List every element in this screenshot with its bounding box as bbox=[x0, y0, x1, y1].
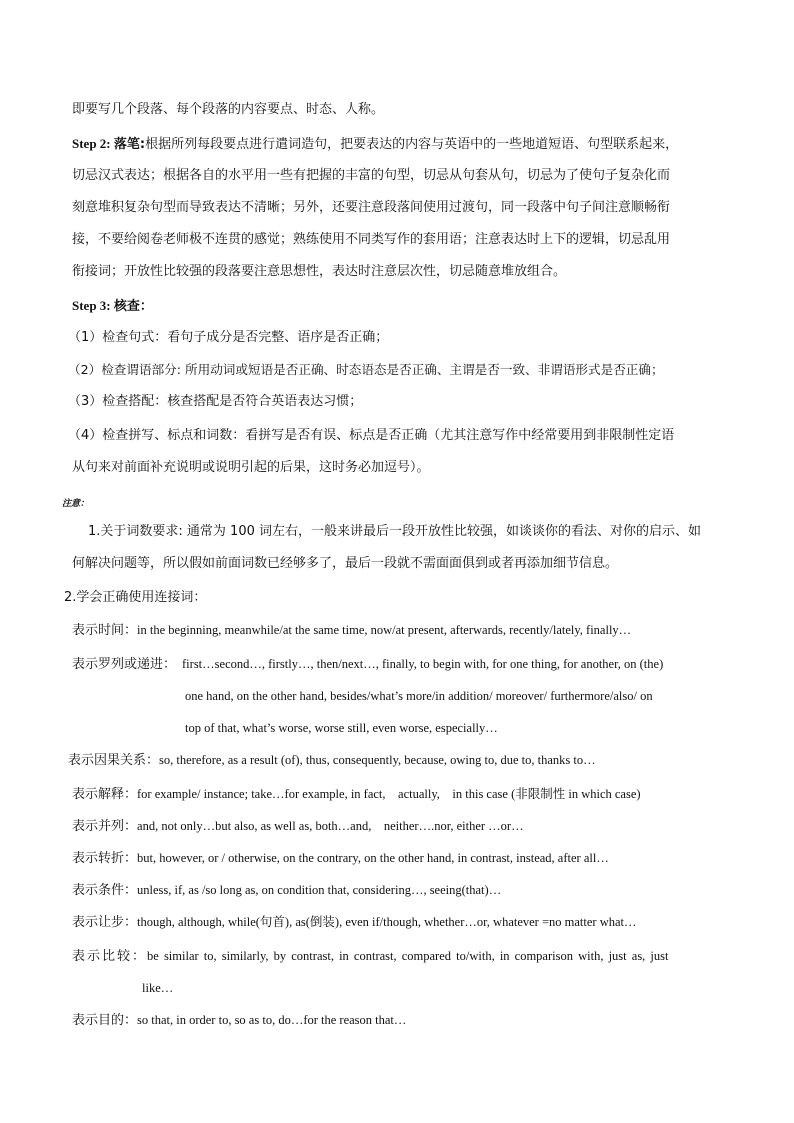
step3-item-1: （1）检查句式：看句子成分是否完整、语序是否正确； bbox=[68, 330, 389, 345]
connective-contrast-text: but, however, or / otherwise, on the contrary, on the other hand, in contrast, instead, after all… bbox=[137, 851, 609, 865]
connective-concession-text: though, although, while(句首), as(倒装), even if/though, whether…or, whatever =no matter what… bbox=[137, 915, 637, 929]
step3-heading: Step 3: 核查： bbox=[72, 298, 153, 314]
connective-sequence-text-3: top of that, what’s worse, worse still, even worse, especially… bbox=[185, 721, 498, 735]
connective-comparison-text-1: be similar to, similarly, by contrast, in contrast, compared to/with, in comparison with, just as, just bbox=[147, 949, 669, 963]
connective-parallel-label: 表示并列： bbox=[72, 819, 138, 834]
connective-contrast bbox=[72, 850, 609, 867]
connective-explain bbox=[72, 786, 641, 803]
step2-paragraph-line-5: 衔接词；开放性比较强的段落要注意思想性，表达时注意层次性，切忌随意堆放组合。 bbox=[72, 264, 567, 279]
note-point-2-title: 2.学会正确使用连接词： bbox=[64, 590, 207, 605]
connective-contrast-label: 表示转折： bbox=[72, 851, 138, 866]
step2-text: 根据所列每段要点进行遣词造句，把要表达的内容与英语中的一些地道短语、句型联系起来， bbox=[145, 137, 679, 152]
connective-cause bbox=[68, 752, 596, 769]
connective-time-label: 表示时间： bbox=[72, 623, 138, 638]
connective-concession bbox=[72, 914, 637, 931]
connective-purpose-text: so that, in order to, so as to, do…for the reason that… bbox=[137, 1013, 407, 1027]
connective-sequence-text-2: one hand, on the other hand, besides/what’s more/in addition/ moreover/ furthermore/also/ on bbox=[185, 689, 653, 703]
connective-purpose bbox=[72, 1012, 406, 1029]
step3-item-4-cont: 从句来对前面补充说明或说明引起的后果，这时务必加逗号）。 bbox=[72, 460, 430, 475]
connective-parallel-text: and, not only…but also, as well as, both…and, neither….nor, either …or… bbox=[137, 819, 524, 833]
connective-comparison-text-2: like… bbox=[142, 981, 174, 995]
connective-comparison-label: 表示比较： bbox=[72, 949, 148, 964]
step3-item-2: （2）检查谓语部分: 所用动词或短语是否正确、时态语态是否正确、主谓是否一致、非谓语形式是否正确； bbox=[68, 362, 664, 377]
connective-cause-label: 表示因果关系： bbox=[68, 753, 160, 768]
connective-comparison bbox=[72, 948, 669, 965]
connective-cause-text: so, therefore, as a result (of), thus, consequently, because, owing to, due to, thanks to… bbox=[159, 753, 596, 767]
connective-condition bbox=[72, 882, 501, 899]
connective-explain-text: for example/ instance; take…for example, in fact, actually, in this case (非限制性 in which case) bbox=[137, 787, 641, 801]
note-point-1-line-2: 何解决问题等，所以假如前面词数已经够多了，最后一段就不需面面俱到或者再添加细节信息。 bbox=[72, 556, 619, 571]
connective-sequence-text-1: first…second…, firstly…, then/next…, finally, to begin with, for one thing, for another, on (the) bbox=[182, 657, 664, 671]
step2-label: Step 2: 落笔: bbox=[72, 136, 146, 152]
connective-purpose-label: 表示目的： bbox=[72, 1013, 138, 1028]
connective-condition-text: unless, if, as /so long as, on condition that, considering…, seeing(that)… bbox=[137, 883, 502, 897]
intro-line: 即要写几个段落、每个段落的内容要点、时态、人称。 bbox=[72, 102, 385, 117]
connective-sequence-label: 表示罗列或递进： bbox=[72, 657, 177, 672]
step2-paragraph-line-2: 切忌汉式表达；根据各自的水平用一些有把握的丰富的句型，切忌从句套从句，切忌为了使句子复杂化而 bbox=[72, 168, 671, 183]
step3-item-3: （3）检查搭配：核查搭配是否符合英语表达习惯； bbox=[68, 394, 363, 409]
note-point-1-line-1: 1.关于词数要求: 通常为 100 词左右，一般来讲最后一段开放性比较强，如谈谈你的看法、对你的启示、如 bbox=[88, 524, 701, 539]
connective-condition-label: 表示条件： bbox=[72, 883, 138, 898]
connective-explain-label: 表示解释： bbox=[72, 787, 138, 802]
connective-concession-label: 表示让步： bbox=[72, 915, 138, 930]
step2-paragraph-line-1 bbox=[72, 136, 678, 153]
step3-item-4: （4）检查拼写、标点和词数：看拼写是否有误、标点是否正确（尤其注意写作中经常要用到非限制性定语 bbox=[68, 428, 675, 443]
step2-paragraph-line-4: 接，不要给阅卷老师极不连贯的感觉；熟练使用不同类写作的套用语；注意表达时上下的逻辑，切忌乱用 bbox=[72, 232, 671, 247]
note-mark: 注意： bbox=[62, 499, 90, 509]
connective-sequence bbox=[72, 656, 663, 673]
step2-paragraph-line-3: 刻意堆积复杂句型而导致表达不清晰；另外，还要注意段落间使用过渡句，同一段落中句子间注意顺畅衔 bbox=[72, 200, 671, 215]
connective-time-text: in the beginning, meanwhile/at the same time, now/at present, afterwards, recently/lately, finally… bbox=[137, 623, 632, 637]
connective-parallel bbox=[72, 818, 524, 835]
connective-time bbox=[72, 622, 631, 639]
